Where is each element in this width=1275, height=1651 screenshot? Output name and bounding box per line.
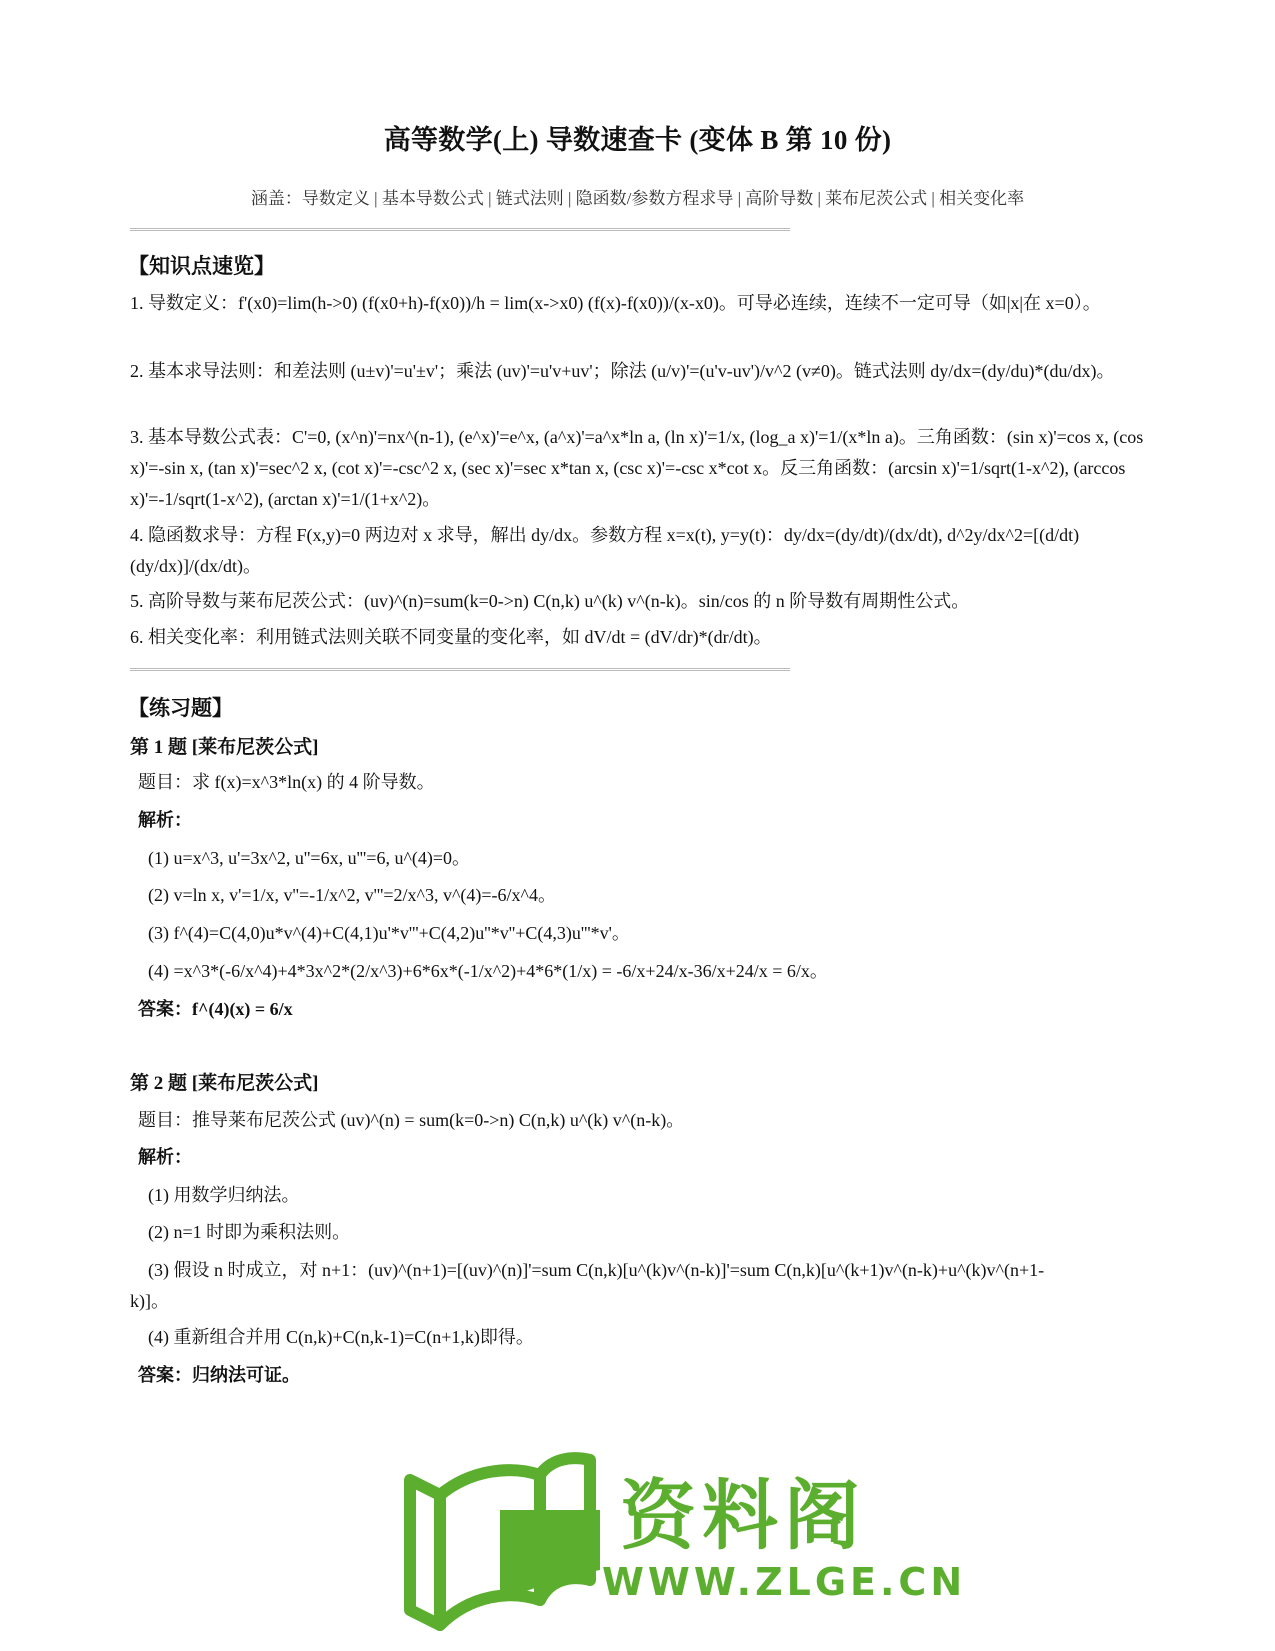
analysis-step: (1) u=x^3, u'=3x^2, u''=6x, u'''=6, u^(4)=0。 xyxy=(148,848,471,868)
knowledge-item: 3. 基本导数公式表：C'=0, (x^n)'=nx^(n-1), (e^x)'=e^x, (a^x)'=a^x*ln a, (ln x)'=1/x, (log_a x)'=1/(x*ln a)。三角函数：(sin x)'=cos x, (cos x)'=-sin x, (tan x)'=sec^2 x, (cot x)'=-csc^2 x, (sec x)'=sec x*tan x, (csc x)'=-csc x*cot x。反三角函数：(arcsin x)'=1/sqrt(1-x^2), (arccos x)'=-1/sqrt(1-x^2), (arctan x)'=1/(1+x^2)。 xyxy=(130,427,1144,509)
knowledge-item: 1. 导数定义：f'(x0)=lim(h->0) (f(x0+h)-f(x0))/h = lim(x->x0) (f(x)-f(x0))/(x-x0)。可导必连续，连续不一定可导（如|x|在 x=0）。 xyxy=(130,293,1101,313)
question-text: 题目：推导莱布尼茨公式 (uv)^(n) = sum(k=0->n) C(n,k) u^(k) v^(n-k)。 xyxy=(138,1110,685,1130)
page-subtitle: 涵盖：导数定义 | 基本导数公式 | 链式法则 | 隐函数/参数方程求导 | 高阶导数 | 莱布尼茨公式 | 相关变化率 xyxy=(250,189,1025,208)
knowledge-heading: 【知识点速览】 xyxy=(128,254,275,278)
question-title: 第 1 题 [莱布尼茨公式] xyxy=(130,737,319,758)
analysis-step: (1) 用数学归纳法。 xyxy=(148,1185,300,1205)
watermark-brand: 资料阁 xyxy=(620,1471,866,1560)
analysis-step: (2) v=ln x, v'=1/x, v''=-1/x^2, v'''=2/x^3, v^(4)=-6/x^4。 xyxy=(148,885,556,905)
knowledge-item: 2. 基本求导法则：和差法则 (u±v)'=u'±v'；乘法 (uv)'=u'v+uv'；除法 (u/v)'=(u'v-uv')/v^2 (v≠0)。链式法则 dy/dx=(dy/du)*(du/dx)。 xyxy=(130,361,1115,381)
page-title: 高等数学(上) 导数速查卡 (变体 B 第 10 份) xyxy=(383,125,892,155)
analysis-step: (4) 重新组合并用 C(n,k)+C(n,k-1)=C(n+1,k)即得。 xyxy=(148,1327,534,1347)
answer: 答案：归纳法可证。 xyxy=(138,1365,300,1385)
divider xyxy=(130,228,790,231)
analysis-label: 解析： xyxy=(138,810,192,830)
question-title: 第 2 题 [莱布尼茨公式] xyxy=(130,1073,319,1094)
analysis-step: (2) n=1 时即为乘积法则。 xyxy=(148,1222,351,1242)
answer: 答案：f^(4)(x) = 6/x xyxy=(138,999,293,1019)
knowledge-item: 6. 相关变化率：利用链式法则关联不同变量的变化率，如 dV/dt = (dV/dr)*(dr/dt)。 xyxy=(130,627,772,647)
practice-heading: 【练习题】 xyxy=(128,696,233,720)
question-text: 题目：求 f(x)=x^3*ln(x) 的 4 阶导数。 xyxy=(138,772,435,792)
knowledge-item: 4. 隐函数求导：方程 F(x,y)=0 两边对 x 求导，解出 dy/dx。参数方程 x=x(t), y=y(t)：dy/dx=(dy/dt)/(dx/dt), d^2y/dx^2=[(d/dt)(dy/dx)]/(dx/dt)。 xyxy=(130,525,1080,576)
knowledge-item: 5. 高阶导数与莱布尼茨公式：(uv)^(n)=sum(k=0->n) C(n,k) u^(k) v^(n-k)。sin/cos 的 n 阶导数有周期性公式。 xyxy=(130,591,970,611)
analysis-step: (4) =x^3*(-6/x^4)+4*3x^2*(2/x^3)+6*6x*(-1/x^2)+4*6*(1/x) = -6/x+24/x-36/x+24/x = 6/x。 xyxy=(148,961,828,981)
divider xyxy=(130,668,790,671)
analysis-step: (3) f^(4)=C(4,0)u*v^(4)+C(4,1)u'*v'''+C(4,2)u''*v''+C(4,3)u'''*v'。 xyxy=(148,923,630,943)
analysis-label: 解析： xyxy=(138,1147,192,1167)
watermark-url: WWW.ZLGE.CN xyxy=(602,1560,967,1604)
analysis-step: (3) 假设 n 时成立，对 n+1：(uv)^(n+1)=[(uv)^(n)]'=sum C(n,k)[u^(k)v^(n-k)]'=sum C(n,k)[u^(k+1)v^(n-k)+u^(k)v^(n+1-k)]。 xyxy=(130,1260,1045,1311)
